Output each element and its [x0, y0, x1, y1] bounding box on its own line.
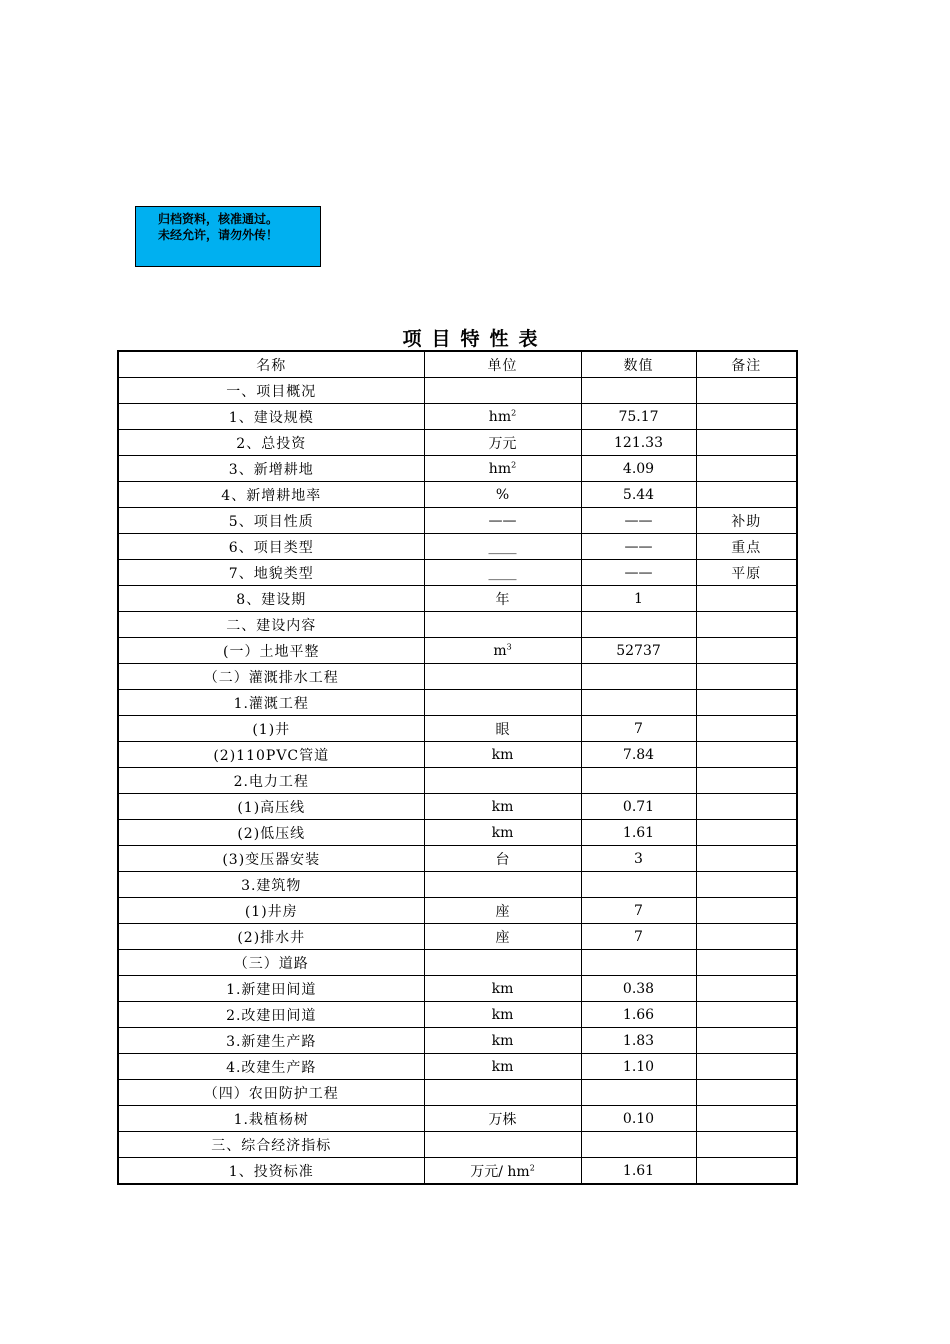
- table-row: [118, 1080, 797, 1106]
- cell-unit-text: 台: [495, 851, 510, 868]
- table-row: [118, 898, 797, 924]
- cell-name-text: (1)井: [252, 721, 291, 738]
- cell-note: [696, 456, 797, 482]
- cell-name: [118, 1080, 424, 1106]
- cell-name-text: 2、总投资: [236, 435, 307, 452]
- cell-note: [696, 976, 797, 1002]
- cell-value-text: 121.33: [614, 434, 663, 451]
- cell-value: [581, 950, 696, 976]
- cell-value: [581, 612, 696, 638]
- cell-unit-text: km: [491, 1032, 514, 1049]
- cell-name: [118, 664, 424, 690]
- cell-note-text: 平原: [731, 565, 762, 582]
- cell-name-text: 二、建设内容: [226, 617, 317, 634]
- table-row: [118, 690, 797, 716]
- cell-unit: [424, 1028, 581, 1054]
- cell-name-text: (2)低压线: [237, 825, 306, 842]
- cell-name-text: (一）土地平整: [223, 643, 320, 660]
- cell-note: [696, 872, 797, 898]
- table-header-row: [118, 351, 797, 378]
- cell-value: [581, 560, 696, 586]
- cell-value: [581, 924, 696, 950]
- table-row: [118, 404, 797, 430]
- cell-unit: [424, 378, 581, 404]
- cell-unit: [424, 664, 581, 690]
- cell-name: [118, 846, 424, 872]
- cell-name-text: (3)变压器安装: [222, 851, 321, 868]
- cell-unit: [424, 430, 581, 456]
- cell-name: [118, 586, 424, 612]
- table-row: [118, 534, 797, 560]
- cell-value-text: 0.10: [622, 1110, 655, 1127]
- table-row: [118, 950, 797, 976]
- cell-value-text: ——: [624, 564, 653, 581]
- cell-note: [696, 430, 797, 456]
- cell-name: [118, 1132, 424, 1158]
- unit-superscript: 2: [511, 459, 517, 469]
- cell-unit-text: 座: [495, 903, 510, 920]
- cell-value: [581, 820, 696, 846]
- cell-value: [581, 378, 696, 404]
- cell-note: [696, 794, 797, 820]
- cell-name: [118, 872, 424, 898]
- cell-value: [581, 508, 696, 534]
- cell-unit-text: 座: [495, 929, 510, 946]
- cell-name-text: 1、建设规模: [228, 409, 314, 426]
- cell-note: [696, 1132, 797, 1158]
- cell-value: [581, 716, 696, 742]
- table-row: [118, 1028, 797, 1054]
- cell-name: [118, 534, 424, 560]
- page-title: 项目特性表: [402, 328, 548, 350]
- cell-name: [118, 404, 424, 430]
- cell-name-text: (2)110PVC管道: [213, 747, 330, 764]
- cell-name: [118, 1002, 424, 1028]
- cell-name: [118, 378, 424, 404]
- cell-name-text: 3、新增耕地: [228, 461, 314, 478]
- cell-name-text: 一、项目概况: [226, 383, 317, 400]
- cell-unit: [424, 1158, 581, 1185]
- cell-note: [696, 404, 797, 430]
- cell-value-text: 0.38: [622, 980, 655, 997]
- cell-unit: [424, 404, 581, 430]
- header-note: 备注: [696, 351, 797, 378]
- table-row: [118, 872, 797, 898]
- header-name: 名称: [118, 351, 424, 378]
- cell-name: [118, 638, 424, 664]
- cell-note: [696, 898, 797, 924]
- table-row: [118, 820, 797, 846]
- table-row: [118, 976, 797, 1002]
- cell-value: [581, 742, 696, 768]
- cell-unit-text: 万元/ hm: [470, 1163, 530, 1180]
- cell-value: [581, 534, 696, 560]
- cell-value: [581, 1054, 696, 1080]
- cell-value: [581, 1028, 696, 1054]
- cell-unit-text: %: [495, 486, 510, 503]
- cell-name: [118, 690, 424, 716]
- cell-value: [581, 1080, 696, 1106]
- table-row: [118, 612, 797, 638]
- cell-unit-text: km: [491, 824, 514, 841]
- cell-unit-text: km: [491, 1006, 514, 1023]
- cell-name-text: 1.新建田间道: [226, 981, 317, 998]
- header-unit: 单位: [424, 351, 581, 378]
- cell-note: [696, 638, 797, 664]
- cell-unit: [424, 924, 581, 950]
- table-row: [118, 1054, 797, 1080]
- cell-unit: [424, 456, 581, 482]
- cell-name: [118, 1028, 424, 1054]
- cell-unit: [424, 534, 581, 560]
- cell-note: [696, 742, 797, 768]
- cell-name-text: （二）灌溉排水工程: [203, 669, 339, 686]
- cell-name: [118, 768, 424, 794]
- cell-note: [696, 924, 797, 950]
- cell-unit: [424, 482, 581, 508]
- cell-unit: [424, 1132, 581, 1158]
- cell-name: [118, 950, 424, 976]
- project-characteristics-table: [117, 350, 798, 1185]
- cell-value: [581, 430, 696, 456]
- cell-value: [581, 976, 696, 1002]
- cell-name: [118, 716, 424, 742]
- cell-name-text: 1、投资标准: [228, 1163, 314, 1180]
- cell-name-text: 3.建筑物: [241, 877, 302, 894]
- cell-name: [118, 794, 424, 820]
- unit-superscript: 3: [506, 641, 512, 651]
- cell-note: [696, 716, 797, 742]
- cell-unit: [424, 846, 581, 872]
- cell-name: [118, 742, 424, 768]
- cell-note: [696, 508, 797, 534]
- cell-name-text: 2.电力工程: [233, 773, 309, 790]
- cell-unit: [424, 950, 581, 976]
- cell-note-text: 补助: [731, 513, 762, 530]
- table-row: [118, 1002, 797, 1028]
- cell-value: [581, 638, 696, 664]
- cell-value: [581, 1106, 696, 1132]
- cell-name-text: (1)高压线: [237, 799, 306, 816]
- cell-name-text: 三、综合经济指标: [211, 1137, 332, 1154]
- cell-unit: [424, 976, 581, 1002]
- cell-note: [696, 586, 797, 612]
- table-row: [118, 1106, 797, 1132]
- cell-name-text: （四）农田防护工程: [203, 1085, 339, 1102]
- archive-stamp: [135, 206, 321, 267]
- cell-name-text: (2)排水井: [237, 929, 306, 946]
- cell-unit: [424, 690, 581, 716]
- cell-value-text: 1.61: [622, 1162, 655, 1179]
- cell-value: [581, 664, 696, 690]
- cell-value: [581, 404, 696, 430]
- table-row: [118, 794, 797, 820]
- cell-unit-text: hm: [488, 408, 512, 425]
- unit-superscript: 2: [511, 407, 517, 417]
- cell-value: [581, 1132, 696, 1158]
- cell-note: [696, 1106, 797, 1132]
- cell-note: [696, 612, 797, 638]
- cell-name: [118, 508, 424, 534]
- cell-name-text: （三）道路: [233, 955, 309, 972]
- cell-note: [696, 1054, 797, 1080]
- cell-unit: [424, 872, 581, 898]
- table-row: [118, 846, 797, 872]
- cell-note: [696, 950, 797, 976]
- cell-name-text: (1)井房: [244, 903, 298, 920]
- cell-name-text: 5、项目性质: [228, 513, 314, 530]
- cell-note: [696, 690, 797, 716]
- cell-name: [118, 482, 424, 508]
- cell-value: [581, 456, 696, 482]
- cell-unit: [424, 716, 581, 742]
- table-row: [118, 378, 797, 404]
- cell-name: [118, 560, 424, 586]
- cell-note: [696, 768, 797, 794]
- cell-note: [696, 534, 797, 560]
- cell-unit: [424, 1054, 581, 1080]
- cell-value: [581, 1002, 696, 1028]
- cell-value-text: 75.17: [618, 408, 659, 425]
- table-row: [118, 768, 797, 794]
- cell-unit: [424, 820, 581, 846]
- table-row: [118, 560, 797, 586]
- cell-name: [118, 976, 424, 1002]
- table-row: [118, 742, 797, 768]
- cell-note: [696, 378, 797, 404]
- table-row: [118, 1132, 797, 1158]
- table-row: [118, 638, 797, 664]
- stamp-line-1: 归档资料，核准通过。: [158, 212, 279, 226]
- table-row: [118, 716, 797, 742]
- cell-value-text: 4.09: [622, 460, 655, 477]
- table-row: [118, 924, 797, 950]
- cell-value: [581, 1158, 696, 1185]
- cell-name: [118, 456, 424, 482]
- cell-name: [118, 1106, 424, 1132]
- cell-note: [696, 846, 797, 872]
- cell-value-text: ——: [624, 512, 653, 529]
- cell-unit-text: m: [493, 642, 507, 659]
- cell-name-text: 4.改建生产路: [226, 1059, 317, 1076]
- unit-superscript: 2: [529, 1162, 535, 1172]
- cell-note: [696, 664, 797, 690]
- table-row: [118, 482, 797, 508]
- table-body: [118, 378, 797, 1185]
- cell-unit-text: km: [491, 746, 514, 763]
- cell-unit: [424, 742, 581, 768]
- cell-unit: [424, 508, 581, 534]
- cell-name-text: 7、地貌类型: [228, 565, 314, 582]
- cell-value-text: 3: [634, 850, 643, 867]
- cell-value-text: ——: [624, 538, 653, 555]
- table-row: [118, 508, 797, 534]
- cell-unit-text: ——: [488, 512, 517, 529]
- cell-name: [118, 430, 424, 456]
- cell-unit-text: ____: [488, 538, 517, 555]
- cell-unit-text: km: [491, 980, 514, 997]
- cell-value-text: 7: [634, 928, 643, 945]
- cell-unit-text: km: [491, 1058, 514, 1075]
- table-row: [118, 1158, 797, 1185]
- cell-name: [118, 898, 424, 924]
- cell-value: [581, 482, 696, 508]
- cell-value-text: 0.71: [622, 798, 655, 815]
- cell-value-text: 7.84: [622, 746, 655, 763]
- cell-value-text: 7: [634, 902, 643, 919]
- cell-unit-text: 万株: [488, 1111, 517, 1128]
- header-value: 数值: [581, 351, 696, 378]
- cell-unit: [424, 898, 581, 924]
- cell-name: [118, 820, 424, 846]
- cell-name-text: 3.新建生产路: [226, 1033, 317, 1050]
- cell-note: [696, 482, 797, 508]
- cell-unit: [424, 586, 581, 612]
- cell-unit: [424, 1002, 581, 1028]
- cell-note: [696, 1028, 797, 1054]
- cell-value: [581, 846, 696, 872]
- cell-note-text: 重点: [731, 539, 762, 556]
- table-row: [118, 430, 797, 456]
- cell-name-text: 1.栽植杨树: [233, 1111, 309, 1128]
- cell-value-text: 1.61: [622, 824, 655, 841]
- cell-unit-text: ____: [488, 564, 517, 581]
- cell-note: [696, 820, 797, 846]
- cell-unit: [424, 560, 581, 586]
- cell-unit: [424, 794, 581, 820]
- cell-name-text: 6、项目类型: [228, 539, 314, 556]
- table-row: [118, 456, 797, 482]
- cell-name: [118, 1158, 424, 1185]
- cell-value: [581, 794, 696, 820]
- cell-value-text: 1.66: [622, 1006, 655, 1023]
- cell-value-text: 52737: [616, 642, 661, 659]
- stamp-line-2: 未经允许，请勿外传！: [158, 228, 279, 242]
- cell-unit: [424, 612, 581, 638]
- cell-unit: [424, 1106, 581, 1132]
- cell-name-text: 1.灌溉工程: [233, 695, 309, 712]
- cell-value-text: 7: [634, 720, 643, 737]
- cell-note: [696, 1080, 797, 1106]
- cell-unit: [424, 768, 581, 794]
- cell-unit-text: 万元: [488, 435, 517, 452]
- cell-unit-text: 年: [495, 591, 510, 608]
- cell-unit: [424, 1080, 581, 1106]
- cell-value: [581, 768, 696, 794]
- cell-unit-text: km: [491, 798, 514, 815]
- cell-name: [118, 612, 424, 638]
- cell-name-text: 8、建设期: [236, 591, 307, 608]
- cell-unit-text: 眼: [495, 721, 510, 738]
- cell-unit-text: hm: [488, 460, 512, 477]
- cell-unit: [424, 638, 581, 664]
- cell-value-text: 1.83: [622, 1032, 655, 1049]
- cell-note: [696, 1158, 797, 1185]
- cell-name-text: 2.改建田间道: [226, 1007, 317, 1024]
- cell-name: [118, 1054, 424, 1080]
- cell-value-text: 1.10: [622, 1058, 655, 1075]
- cell-note: [696, 1002, 797, 1028]
- cell-value: [581, 586, 696, 612]
- cell-value-text: 5.44: [622, 486, 655, 503]
- cell-note: [696, 560, 797, 586]
- cell-value: [581, 872, 696, 898]
- cell-name: [118, 924, 424, 950]
- cell-value-text: 1: [634, 590, 643, 607]
- cell-name-text: 4、新增耕地率: [221, 487, 322, 504]
- table-row: [118, 664, 797, 690]
- table-row: [118, 586, 797, 612]
- cell-value: [581, 690, 696, 716]
- cell-value: [581, 898, 696, 924]
